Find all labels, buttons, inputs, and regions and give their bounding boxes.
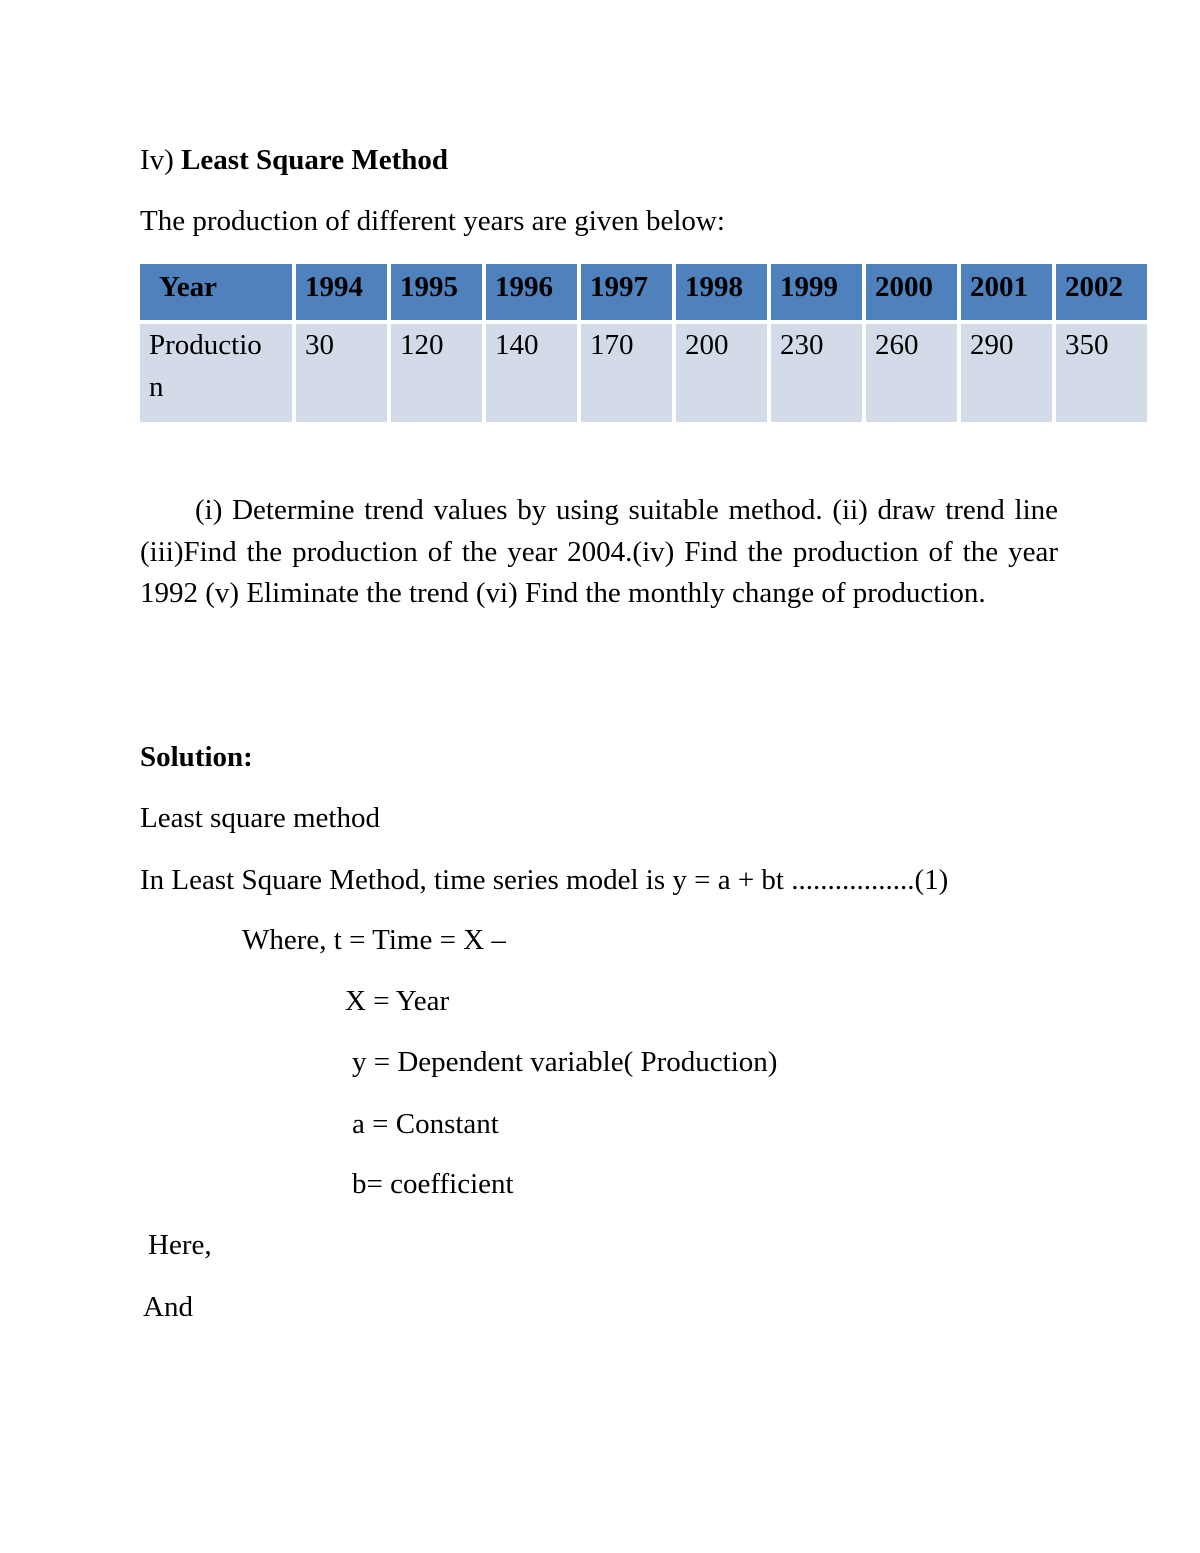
- table-cell: 140: [486, 324, 577, 422]
- intro-text: The production of different years are given below:: [140, 205, 725, 237]
- table-header-cell: 2001: [961, 264, 1052, 320]
- table-cell: 200: [676, 324, 767, 422]
- model-equation: In Least Square Method, time series model is y = a + bt .................(1): [140, 864, 949, 896]
- table-cell: 120: [391, 324, 482, 422]
- b-definition: b= coefficient: [352, 1168, 514, 1200]
- table-cell: 290: [961, 324, 1052, 422]
- a-definition: a = Constant: [352, 1108, 499, 1140]
- table-header-row: [140, 264, 1147, 320]
- table-header-cell: Year: [140, 264, 292, 320]
- and-text: And: [143, 1291, 193, 1323]
- where-line: Where, t = Time = X –: [242, 924, 506, 956]
- production-table: [136, 260, 1151, 426]
- table-row-label: [140, 324, 292, 422]
- table-header-cell: 1995: [391, 264, 482, 320]
- table-cell: 260: [866, 324, 957, 422]
- table-header-cell: 1997: [581, 264, 672, 320]
- solution-label: Solution:: [140, 741, 253, 773]
- table-header-cell: 2002: [1056, 264, 1147, 320]
- table-cell: 230: [771, 324, 862, 422]
- y-definition: y = Dependent variable( Production): [352, 1046, 778, 1078]
- table-header-cell: 1994: [296, 264, 387, 320]
- x-definition: X = Year: [345, 985, 450, 1017]
- question-paragraph: (i) Determine trend values by using suitable method. (ii) draw trend line (iii)Find the production of the year 2004.(iv) Find the production of the year 1992 (v) Eliminate the trend (vi) Find the monthly change of production.: [140, 494, 1058, 609]
- row-label-line: Productio: [149, 329, 262, 361]
- row-label-line: n: [149, 371, 164, 403]
- table-header-cell: 1998: [676, 264, 767, 320]
- table-header-cell: 1999: [771, 264, 862, 320]
- section-number: Iv): [140, 144, 174, 176]
- table-cell: 170: [581, 324, 672, 422]
- section-heading: [140, 143, 448, 177]
- table-cell: 30: [296, 324, 387, 422]
- section-title: Least Square Method: [181, 144, 448, 176]
- here-text: Here,: [148, 1229, 212, 1261]
- table-header-cell: 1996: [486, 264, 577, 320]
- method-name: Least square method: [140, 802, 380, 834]
- table-cell: 350: [1056, 324, 1147, 422]
- table-header-cell: 2000: [866, 264, 957, 320]
- table-row: [140, 324, 1147, 422]
